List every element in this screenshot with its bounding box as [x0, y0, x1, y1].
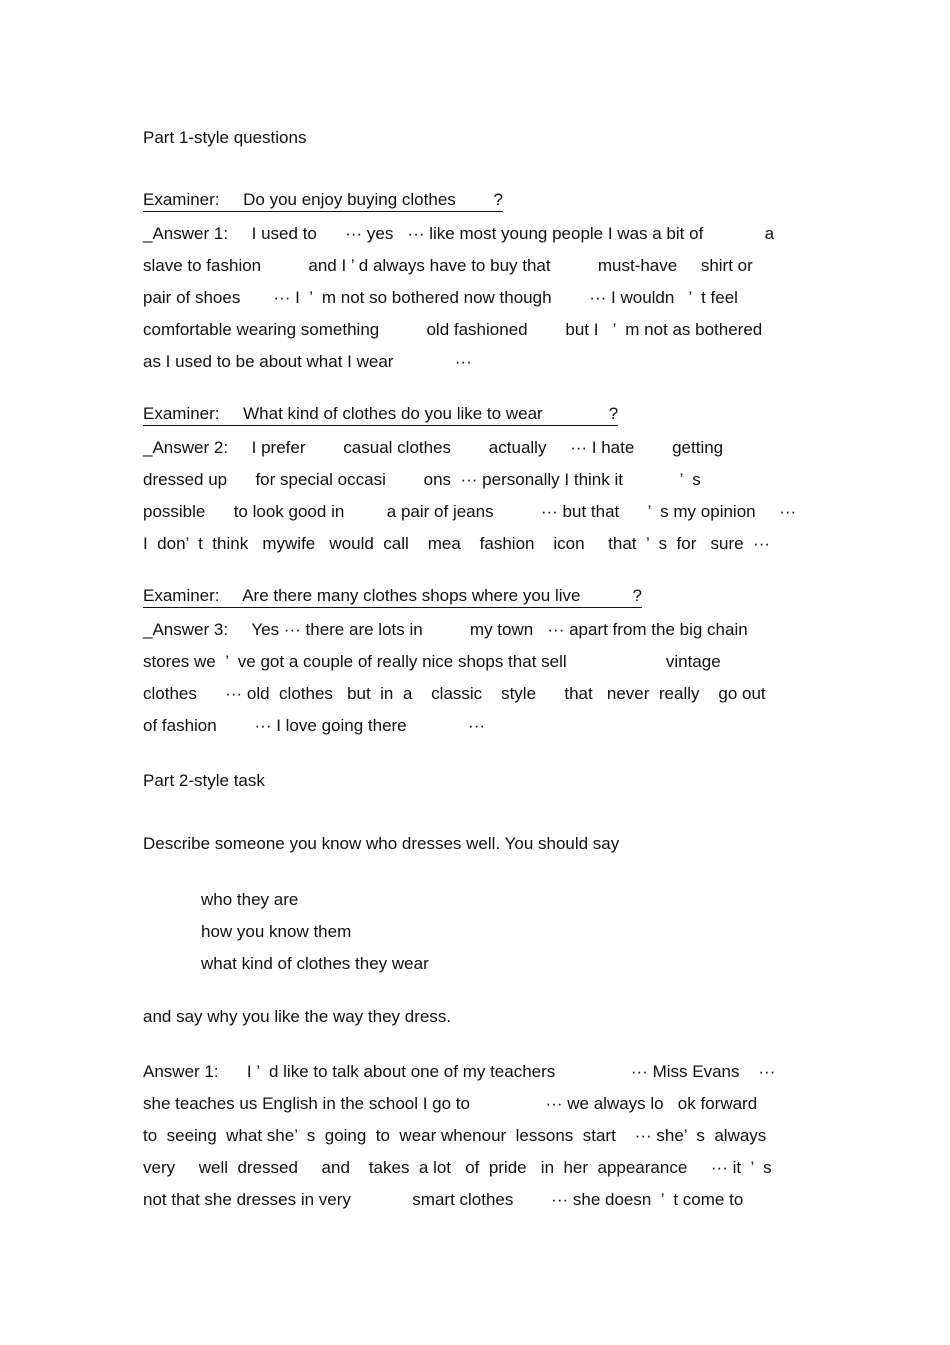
part2-answer-line-3: to seeing what she’ s going to wear whenour lessons start ··· she’ s always — [143, 1126, 767, 1145]
answer-1-line-2: slave to fashion and I ’ d always have to buy that must-have shirt or — [143, 256, 753, 275]
part1-heading: Part 1-style questions — [143, 128, 307, 147]
answer-1-line-5: as I used to be about what I wear ··· — [143, 352, 472, 371]
examiner-question-3: Examiner: Are there many clothes shops where you live ? — [143, 586, 642, 608]
prompt-point-3: what kind of clothes they wear — [201, 954, 429, 973]
prompt-point-1: who they are — [201, 890, 299, 909]
answer-2-line-3: possible to look good in a pair of jeans ··· but that ’ s my opinion ··· — [143, 502, 797, 521]
answer-1-line-3: pair of shoes ··· I ’ m not so bothered now though ··· I wouldn ’ t feel — [143, 288, 738, 307]
part2-answer-line-1: Answer 1: I ’ d like to talk about one of my teachers ··· Miss Evans ··· — [143, 1062, 776, 1081]
answer-2-line-2: dressed up for special occasi ons ··· personally I think it ’ s — [143, 470, 701, 489]
part2-closing: and say why you like the way they dress. — [143, 1007, 452, 1026]
examiner-question-1: Examiner: Do you enjoy buying clothes ? — [143, 190, 503, 212]
answer-3-line-2: stores we ’ ve got a couple of really nice shops that sell vintage — [143, 652, 721, 671]
examiner-question-2: Examiner: What kind of clothes do you like to wear ? — [143, 404, 618, 426]
answer-1-line-4: comfortable wearing something old fashioned but I ’ m not as bothered — [143, 320, 763, 339]
part2-answer-line-4: very well dressed and takes a lot of pride in her appearance ··· it ’ s — [143, 1158, 772, 1177]
answer-1-line-1: _Answer 1: I used to ··· yes ··· like most young people I was a bit of a — [143, 224, 775, 243]
prompt-point-2: how you know them — [201, 922, 352, 941]
part2-answer-line-5: not that she dresses in very smart clothes ··· she doesn ’ t come to — [143, 1190, 744, 1209]
part2-answer-line-2: she teaches us English in the school I go to ··· we always lo ok forward — [143, 1094, 758, 1113]
answer-2-line-1: _Answer 2: I prefer casual clothes actually ··· I hate getting — [143, 438, 724, 457]
answer-3-line-4: of fashion ··· I love going there ··· — [143, 716, 486, 735]
part2-prompt: Describe someone you know who dresses well. You should say — [143, 834, 620, 853]
answer-3-line-3: clothes ··· old clothes but in a classic style that never really go out — [143, 684, 766, 703]
answer-3-line-1: _Answer 3: Yes ··· there are lots in my town ··· apart from the big chain — [143, 620, 748, 639]
part2-heading: Part 2-style task — [143, 771, 265, 790]
answer-2-line-4: I don’ t think mywife would call mea fashion icon that ’ s for sure ··· — [143, 534, 771, 553]
